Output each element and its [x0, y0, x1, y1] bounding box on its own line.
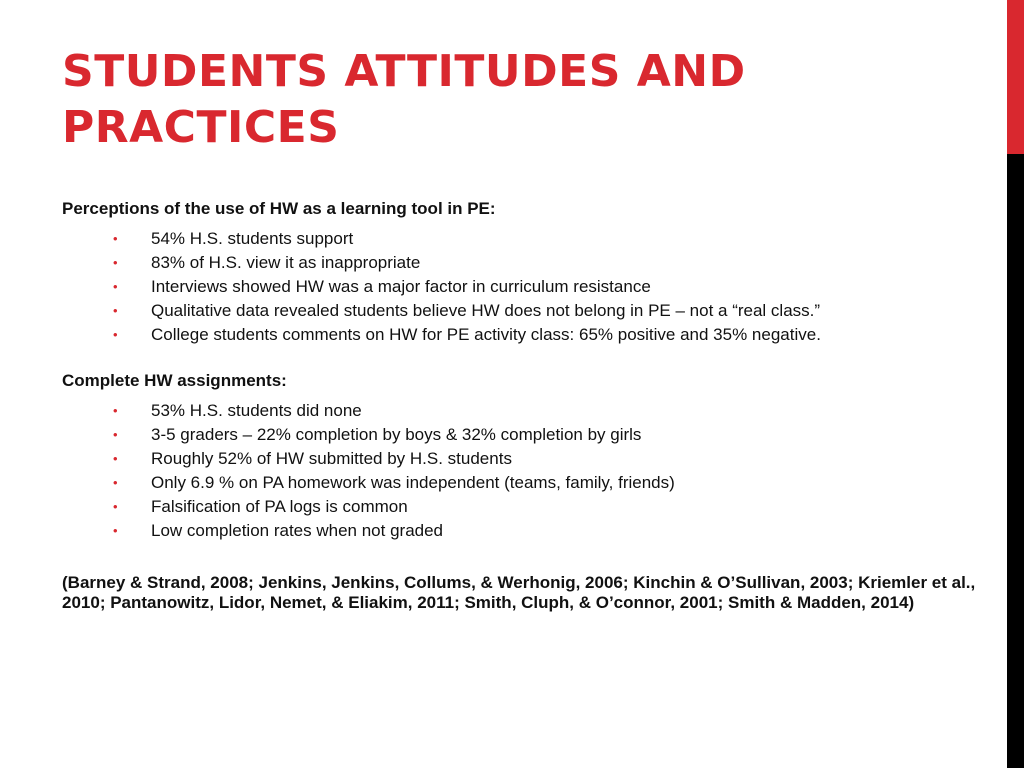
bullet-list-completion — [62, 399, 992, 543]
list-item-text: 83% of H.S. view it as inappropriate — [151, 253, 421, 272]
list-item — [62, 275, 992, 299]
accent-bar-red — [1007, 0, 1024, 154]
bullet-dot-icon: • — [113, 231, 118, 246]
slide-content — [62, 197, 992, 613]
bullet-dot-icon: • — [113, 475, 118, 490]
bullet-dot-icon: • — [113, 451, 118, 466]
list-item-text: Only 6.9 % on PA homework was independent (teams, family, friends) — [151, 473, 675, 492]
list-item — [62, 447, 992, 471]
bullet-dot-icon: • — [113, 327, 118, 342]
list-item — [62, 227, 992, 251]
slide-title — [62, 44, 962, 156]
bullet-dot-icon: • — [113, 279, 118, 294]
list-item-text: Falsification of PA logs is common — [151, 497, 408, 516]
bullet-dot-icon: • — [113, 303, 118, 318]
list-item-text: 53% H.S. students did none — [151, 401, 362, 420]
slide-title-line-1: STUDENTS ATTITUDES AND — [62, 46, 746, 97]
bullet-list-perceptions — [62, 227, 992, 347]
bullet-dot-icon: • — [113, 523, 118, 538]
list-item — [62, 423, 992, 447]
bullet-dot-icon: • — [113, 403, 118, 418]
list-item — [62, 251, 992, 275]
list-item-text: College students comments on HW for PE activity class: 65% positive and 35% negative. — [151, 325, 821, 344]
list-item-text: 3-5 graders – 22% completion by boys & 32% completion by girls — [151, 425, 642, 444]
accent-bar-black — [1007, 154, 1024, 768]
slide-title-line-2: PRACTICES — [62, 102, 340, 153]
section-heading-completion: Complete HW assignments: — [62, 371, 287, 390]
list-item-text: Roughly 52% of HW submitted by H.S. students — [151, 449, 512, 468]
list-item-text: 54% H.S. students support — [151, 229, 354, 248]
list-item-text: Interviews showed HW was a major factor in curriculum resistance — [151, 277, 651, 296]
list-item — [62, 471, 992, 495]
section-heading-perceptions: Perceptions of the use of HW as a learning tool in PE: — [62, 199, 496, 218]
citation: (Barney & Strand, 2008; Jenkins, Jenkins, Collums, & Werhonig, 2006; Kinchin & O’Sullivan, 2003; Kriemler et al., 2010; Pantanowitz, Lidor, Nemet, & Eliakim, 2011; Smith, Cluph, & O’connor, 2001; Smith & Madden, 2014) — [62, 573, 976, 612]
section-gap — [62, 347, 992, 369]
list-item — [62, 323, 992, 347]
bullet-dot-icon: • — [113, 255, 118, 270]
list-item-text: Low completion rates when not graded — [151, 521, 444, 540]
list-item-text: Qualitative data revealed students believe HW does not belong in PE – not a “real class.” — [151, 301, 821, 320]
bullet-dot-icon: • — [113, 427, 118, 442]
bullet-dot-icon: • — [113, 499, 118, 514]
list-item — [62, 299, 992, 323]
list-item — [62, 399, 992, 423]
list-item — [62, 495, 992, 519]
list-item — [62, 519, 992, 543]
